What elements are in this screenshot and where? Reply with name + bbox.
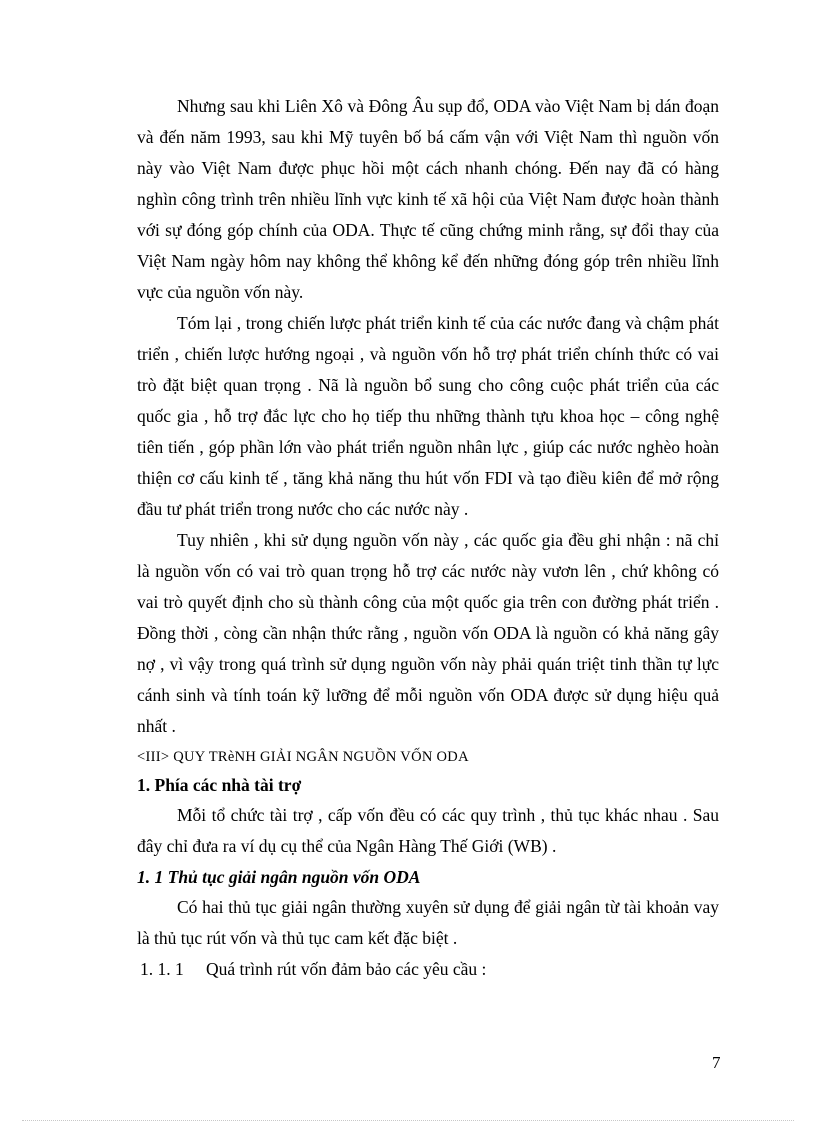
paragraph-two-procedures: Có hai thủ tục giải ngân thường xuyên sử dụng để giải ngân từ tài khoản vay là thủ tục rút vốn và thủ tục cam kết đặc biệt . xyxy=(137,897,719,948)
section-heading: <III> QUY TRèNH GIẢI NGÂN NGUỒN VỐN ODA xyxy=(137,749,469,765)
page-bottom-divider xyxy=(22,1120,794,1121)
paragraph-however: Tuy nhiên , khi sử dụng nguồn vốn này , các quốc gia đều ghi nhận : nã chỉ là nguồn vốn có vai trò quan trọng hỗ trợ các nước này vươn lên , chứ không có vai trò quyết định cho sù thành công của một quốc gia trên con đường phát triển . Đồng thời , còng cần nhận thức rằng , nguồn vốn ODA là nguồn có khả năng gây nợ , vì vậy trong quá trình sử dụng nguồn vốn này phải quán triệt tinh thần tự lực cánh sinh và tính toán kỹ lưỡng để mỗi nguồn vốn ODA được sử dụng hiệu quả nhất . xyxy=(137,530,719,736)
sub-item-number: 1. 1. 1 xyxy=(140,959,184,979)
subheading-disbursement-procedure: 1. 1 Thủ tục giải ngân nguồn vốn ODA xyxy=(137,867,421,887)
sub-item-withdrawal xyxy=(137,954,719,984)
body-text xyxy=(137,91,719,984)
paragraph-oda-recovery: Nhưng sau khi Liên Xô và Đông Âu sụp đổ, ODA vào Việt Nam bị dán đoạn và đến năm 1993, sau khi Mỹ tuyên bố bá cấm vận với Việt Nam thì nguồn vốn này vào Việt Nam được phục hồi một cách nhanh chóng. Đến nay đã có hàng nghìn công trình trên nhiều lĩnh vực kinh tế xã hội của Việt Nam được hoàn thành với sự đóng góp chính của ODA. Thực tế cũng chứng minh rằng, sự đổi thay của Việt Nam ngày hôm nay không thể không kể đến những đóng góp trên nhiều lĩnh vực của nguồn vốn này. xyxy=(137,96,719,302)
page-number: 7 xyxy=(712,1053,721,1072)
subheading-donors: 1. Phía các nhà tài trợ xyxy=(137,775,302,795)
paragraph-procedures: Mỗi tổ chức tài trợ , cấp vốn đều có các quy trình , thủ tục khác nhau . Sau đây chỉ đưa ra ví dụ cụ thể của Ngân Hàng Thế Giới (WB) . xyxy=(137,805,719,856)
sub-item-text: Quá trình rút vốn đảm bảo các yêu cầu : xyxy=(206,959,487,979)
paragraph-summary: Tóm lại , trong chiến lược phát triển kinh tế của các nước đang và chậm phát triển , chiến lược hướng ngoại , và nguồn vốn hỗ trợ phát triển chính thức có vai trò đặt biệt quan trọng . Nã là nguồn bổ sung cho công cuộc phát triển của các quốc gia , hỗ trợ đắc lực cho họ tiếp thu những thành tựu khoa học – công nghệ tiên tiến , góp phần lớn vào phát triển nguồn nhân lực , giúp các nước nghèo hoàn thiện cơ cấu kinh tế , tăng khả năng thu hút vốn FDI và tạo điều kiên để mở rộng đầu tư phát triển trong nước cho các nước này . xyxy=(137,313,719,519)
